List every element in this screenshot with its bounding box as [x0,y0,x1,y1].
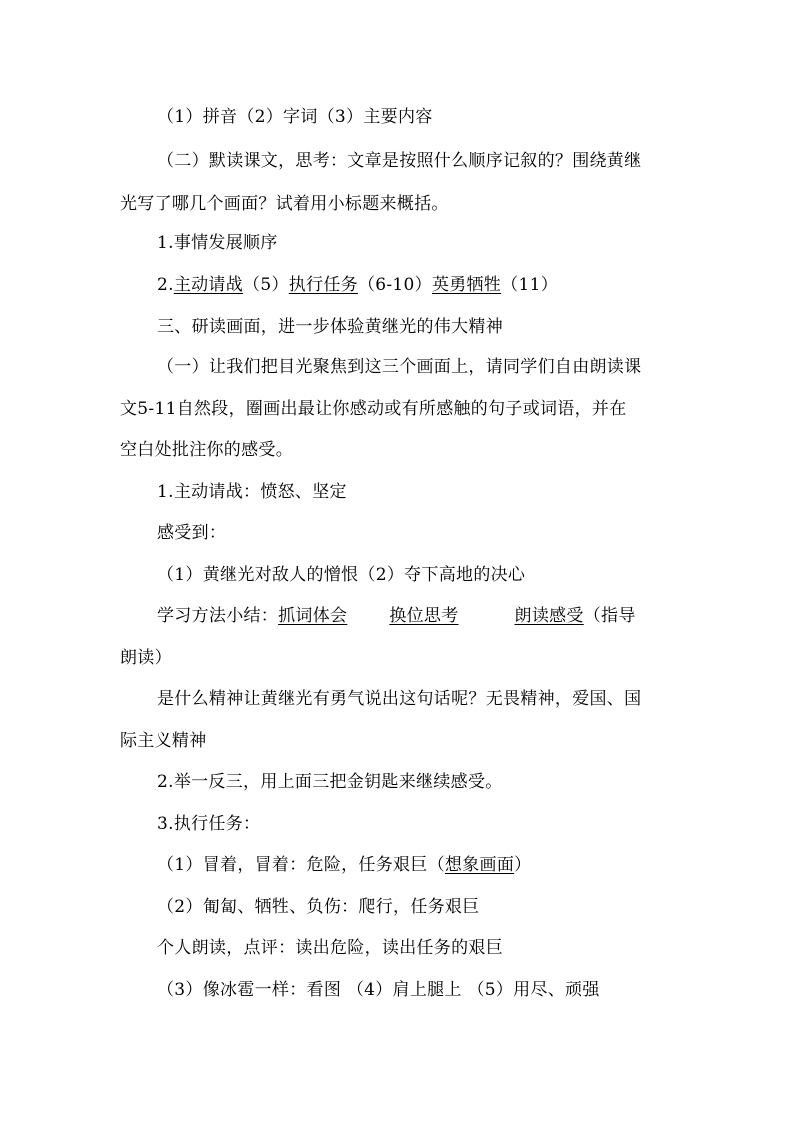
text-line: （2）匍匐、牺牲、负伤：爬行，任务艰巨 [157,897,480,917]
text-line: 感受到： [157,523,227,543]
text-line: 个人朗读，点评：读出危险，读出任务的艰巨 [157,938,503,958]
underlined-phrase: 执行任务 [288,275,358,295]
text-line: （二）默读课文，思考：文章是按照什么顺序记叙的？围绕黄继 [157,151,642,171]
text-line [157,855,717,875]
underlined-phrase: 想象画面 [444,855,515,875]
text-line: 1.主动请战：愤怒、坚定 [157,482,347,502]
text-segment: （指导 [583,606,636,626]
text-line: 1.事情发展顺序 [157,233,278,253]
text-line: 际主义精神 [120,731,207,751]
underlined-phrase: 换位思考 [389,606,459,626]
text-line [157,606,717,626]
text-line: （1）黄继光对敌人的憎恨（2）夺下高地的决心 [157,565,526,585]
text-line [157,275,717,295]
text-segment: （5） [243,275,289,295]
text-line: （3）像冰雹一样：看图 （4）肩上腿上 （5）用尽、顽强 [157,980,600,1000]
text-segment: 2. [157,275,174,295]
text-line: （一）让我们把目光聚焦到这三个画面上，请同学们自由朗读课 [157,357,642,377]
text-segment: 学习方法小结： [157,606,279,626]
text-segment: （6-10） [357,275,432,295]
text-line: 是什么精神让黄继光有勇气说出这句话呢？无畏精神，爱国、国 [157,689,642,709]
text-segment: （11） [501,275,558,295]
text-line: 3.执行任务： [157,814,261,834]
text-line: 光写了哪几个画面？试着用小标题来概括。 [120,194,449,214]
text-line: （1）拼音（2）字词（3）主要内容 [157,107,433,127]
text-line: 2.举一反三，用上面三把金钥匙来继续感受。 [157,772,503,792]
underlined-phrase: 抓词体会 [278,606,348,626]
section-heading: 三、研读画面，进一步体验黄继光的伟大精神 [157,317,503,337]
text-line: 文5-11自然段，圈画出最让你感动或有所感触的句子或词语，并在 [120,399,627,419]
underlined-phrase: 英勇牺牲 [431,275,502,295]
underlined-phrase: 朗读感受 [514,606,584,626]
text-segment: （1）冒着，冒着：危险，任务艰巨（ [157,855,445,875]
underlined-phrase: 主动请战 [173,275,244,295]
text-line: 空白处批注你的感受。 [120,440,293,460]
text-segment: ） [514,855,532,875]
text-line: 朗读） [120,648,172,668]
